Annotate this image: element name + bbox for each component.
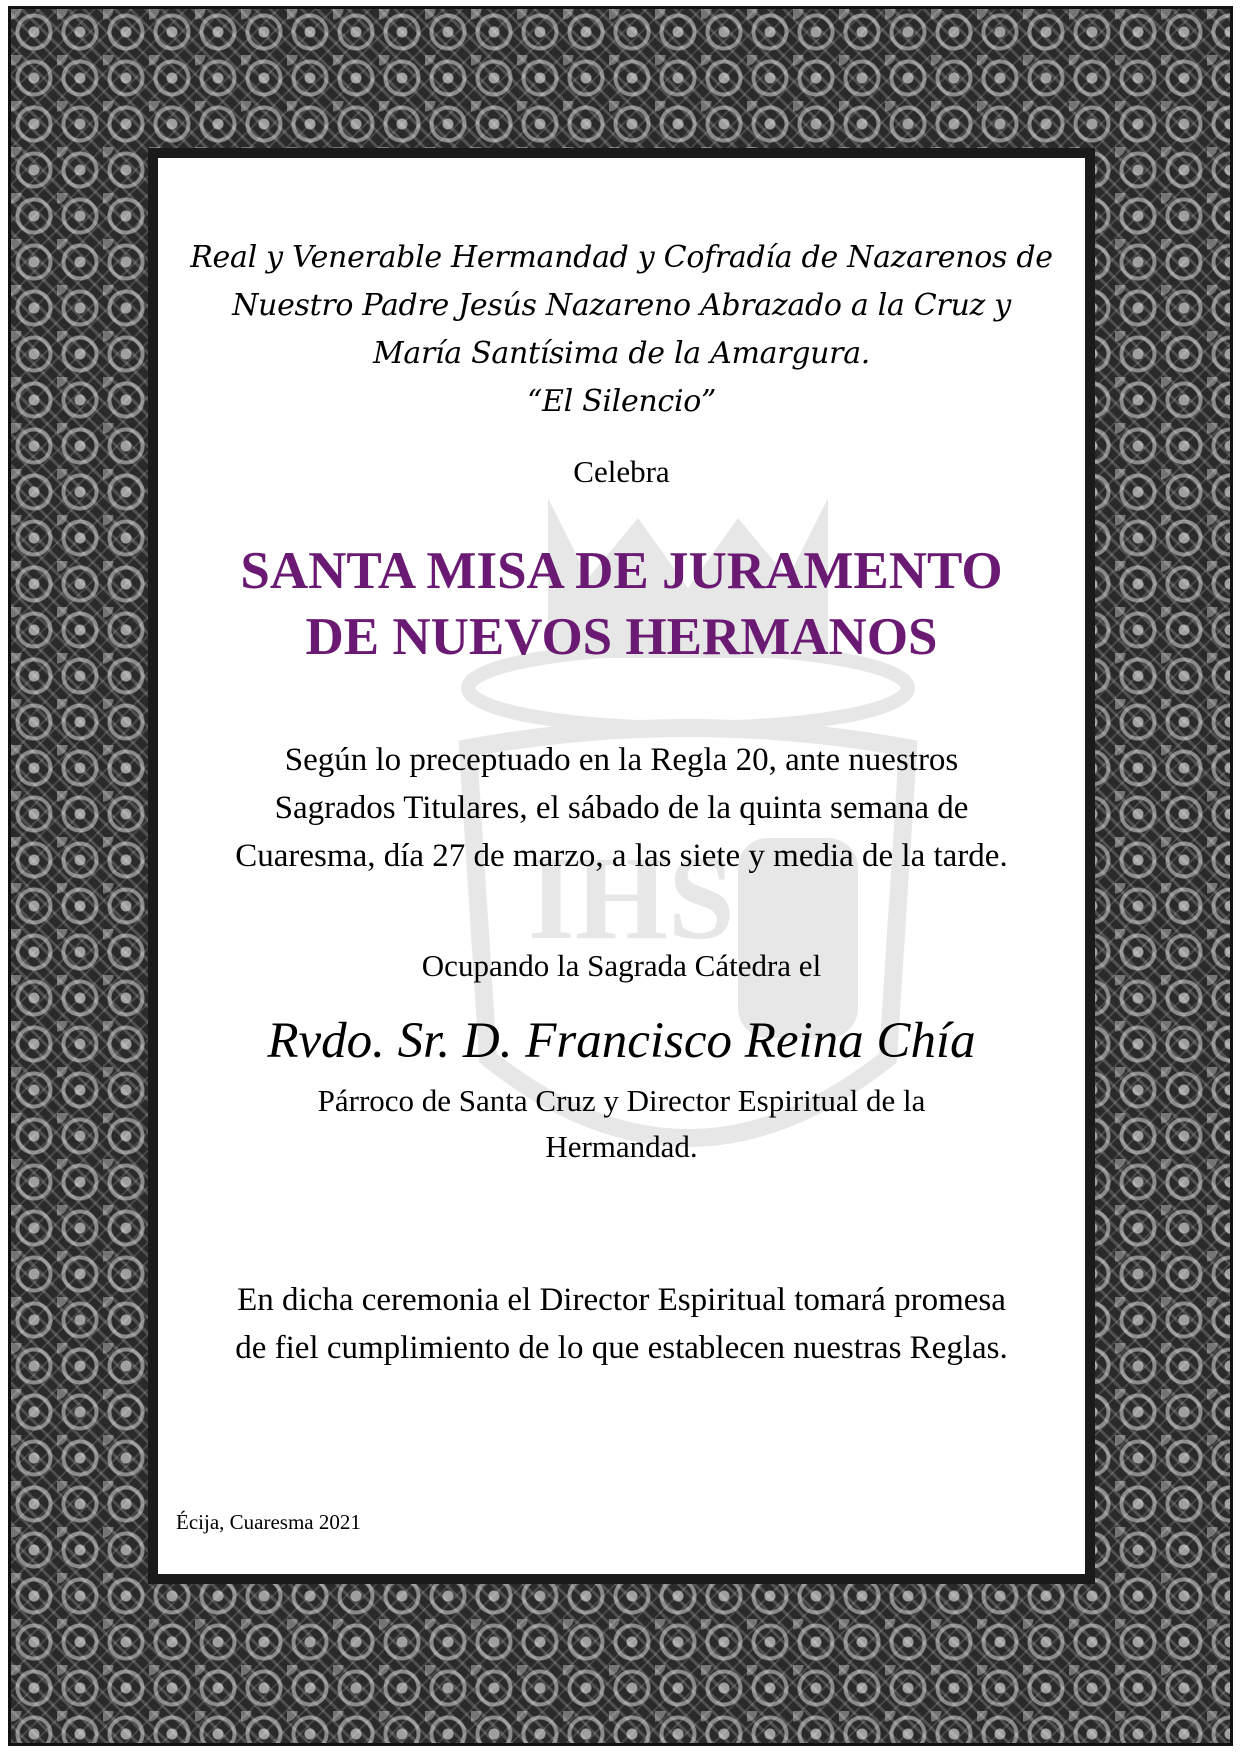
catedra-label: Ocupando la Sagrada Cátedra el [421, 948, 822, 983]
ceremony-line: de fiel cumplimiento de lo que establecen nuestras Reglas. [235, 1330, 1008, 1366]
brotherhood-line: Nuestro Padre Jesús Nazareno Abrazado a la Cruz y [232, 288, 1011, 323]
brotherhood-line: María Santísima de la Amargura. [372, 336, 871, 371]
details-line: Sagrados Titulares, el sábado de la quinta semana de [274, 790, 969, 826]
event-details [158, 736, 1085, 880]
brotherhood-name [158, 234, 1085, 426]
ceremony-note [158, 1276, 1085, 1372]
preacher-name: Rvdo. Sr. D. Francisco Reina Chía [267, 1013, 976, 1069]
title-line: SANTA MISA DE JURAMENTO [240, 542, 1003, 600]
brotherhood-nickname: “El Silencio” [526, 384, 717, 419]
ceremony-line: En dicha ceremonia el Director Espiritual tomará promesa [237, 1282, 1006, 1318]
footer-date: Écija, Cuaresma 2021 [176, 1510, 361, 1534]
ihs-monogram: IHS [528, 831, 735, 964]
preacher-role [158, 1078, 1085, 1170]
title-line: DE NUEVOS HERMANOS [305, 608, 938, 666]
details-line: Cuaresma, día 27 de marzo, a las siete y media de la tarde. [235, 838, 1008, 874]
brotherhood-line: Real y Venerable Hermandad y Cofradía de Nazarenos de [190, 240, 1053, 275]
details-line: Según lo preceptuado en la Regla 20, ante nuestros [284, 742, 959, 778]
celebra-label: Celebra [573, 454, 670, 489]
role-line: Hermandad. [545, 1129, 698, 1164]
role-line: Párroco de Santa Cruz y Director Espiritual de la [317, 1083, 926, 1118]
content-panel [158, 158, 1085, 1574]
page-title [158, 538, 1085, 670]
